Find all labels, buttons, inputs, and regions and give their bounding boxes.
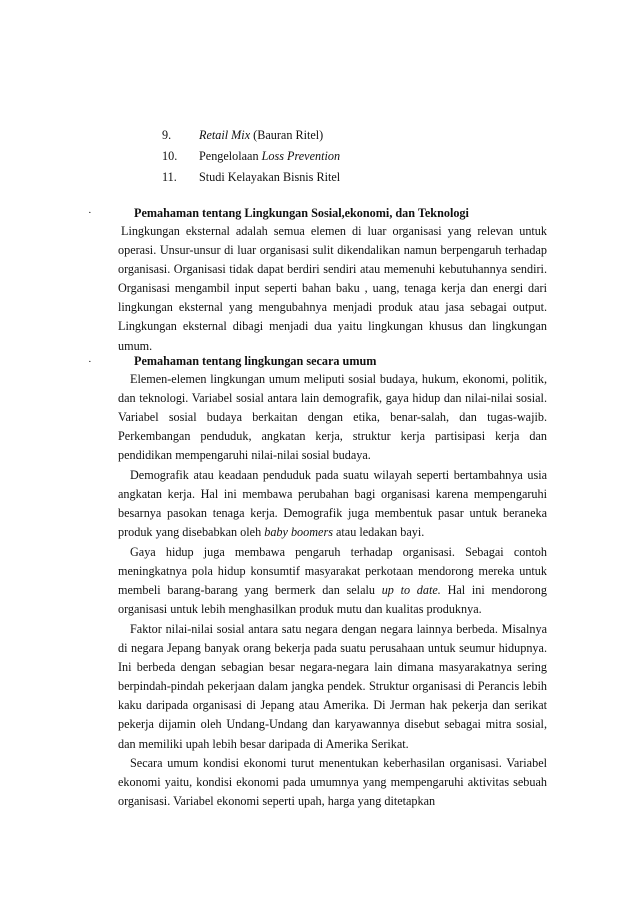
list-text [199,146,340,167]
list-text: Studi Kelayakan Bisnis Ritel [199,170,341,184]
list-number: 9. [162,128,172,142]
list-text-plain: Pengelolaan [199,149,262,163]
paragraph-text: Demografik atau keadaan penduduk pada suatu wilayah seperti bertambahnya usia angkatan kerja. Hal ini membawa perubahan bagi organisasi karena mempengaruhi besarnya pasokan tenaga kerja. Demografik juga membentuk pasar untuk beraneka produk yang disebabkan oleh [118,468,547,540]
section2-paragraph [118,543,547,619]
list-item [162,146,340,167]
numbered-list [162,125,340,188]
list-number: 10. [162,149,178,163]
bullet-dot: · [88,356,92,368]
paragraph-text: Hal ini mendorong organisasi untuk lebih menghasilkan produk mutu dan kualitas produknya. [118,583,547,617]
section2-paragraph: Elemen-elemen lingkungan umum meliputi sosial budaya, hukum, ekonomi, politik, dan teknologi. Variabel sosial antara lain demografik, gaya hidup dan nilai-nilai sosial. Variabel sosial budaya berkaitan dengan etika, benar-salah, dan tugas-wajib. Perkembangan penduduk, angkatan kerja, struktur kerja partisipasi kerja dan pendidikan mempengaruhi nilai-nilai sosial budaya. [118,372,547,463]
section2-paragraph: Secara umum kondisi ekonomi turut menentukan keberhasilan organisasi. Variabel ekonomi yaitu, kondisi ekonomi pada umumnya yang mempengaruhi aktivitas sebuah organisasi. Variabel ekonomi seperti upah, harga yang ditetapkan [118,756,547,809]
paragraph-italic: baby boomers [264,525,333,540]
list-item [162,167,340,188]
bullet-dot: · [88,207,92,219]
section-heading: Pemahaman tentang lingkungan secara umum [134,354,377,368]
list-number: 11. [162,170,177,184]
paragraph-italic: up to date. [381,583,441,598]
section-heading: Pemahaman tentang Lingkungan Sosial,ekonomi, dan Teknologi [134,206,469,220]
list-text-plain: (Bauran Ritel) [250,128,324,142]
list-text [199,125,323,146]
list-item [162,125,340,146]
list-text-italic: Retail Mix [199,128,251,142]
list-text-italic: Loss Prevention [261,149,341,163]
paragraph-text: atau ledakan bayi. [332,525,425,540]
paragraph-text: Gaya hidup juga membawa pengaruh terhadap organisasi. Sebagai contoh meningkatnya pola hidup konsumtif masyarakat perkotaan mendorong mereka untuk membeli barang-barang yang bermerk dan selalu [118,545,547,598]
section2-paragraph [118,466,547,542]
section1-paragraph: Lingkungan eksternal adalah semua elemen di luar organisasi yang relevan untuk operasi. Unsur-unsur di luar organisasi sulit dikendalikan namun berpengaruh terhadap organisasi. Organisasi tidak dapat berdiri sendiri atau memenuhi kebutuhannya sendiri. Organisasi mengambil input seperti bahan baku , uang, tenaga kerja dan energi dari lingkungan eksternal yang mengubahnya menjadi produk atau jasa sebagai output. Lingkungan eksternal dibagi menjadi dua yaitu lingkungan khusus dan lingkungan umum. [118,224,547,353]
section2-paragraph: Faktor nilai-nilai sosial antara satu negara dengan negara lainnya berbeda. Misalnya di negara Jepang banyak orang bekerja pada suatu perusahaan untuk seumur hidupnya. Ini berbeda dengan sebagian besar negara-negara lain dimana masyarakatnya sering berpindah-pindah pekerjaan dalam jangka pendek. Struktur organisasi di Perancis lebih kaku daripada organisasi di Jepang atau Amerika. Di Jerman hak pekerja dan serikat pekerja dijamin oleh Undang-Undang dan karyawannya disebut sebagai mitra sosial, dan memiliki upah lebih besar daripada di Amerika Serikat. [118,622,547,751]
